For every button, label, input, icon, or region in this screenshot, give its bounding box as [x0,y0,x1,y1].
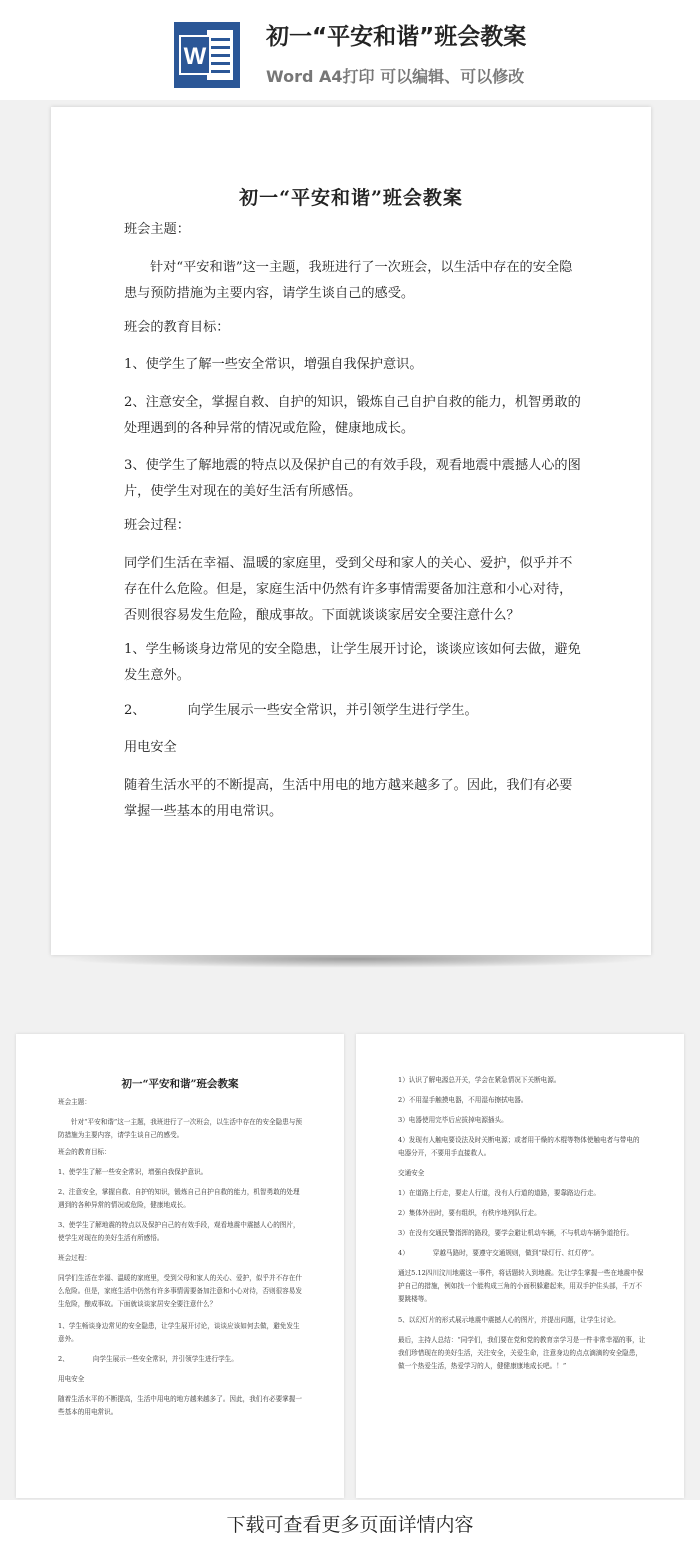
thumb-paragraph [58,1353,306,1366]
thumb-heading: 交通安全 [398,1169,425,1177]
download-more-link[interactable]: 下载可查看更多页面详情内容 [0,1500,700,1557]
thumb-paragraph: 3）在没有交通民警指挥的路段，要学会避让机动车辆，不与机动车辆争道抢行。 [398,1229,633,1237]
thumb-paragraph: 同学们生活在幸福、温暖的家庭里，受到父母和家人的关心、爱护，似乎并不存在什么危险。但是，家庭生活中仍然有许多事情需要备加注意和小心对待，否则很容易发生危险，酿成事故。下面就谈谈家居安全要注意什么？ [58,1274,302,1308]
thumb-paragraph: 2）不用湿手触摸电器，不用湿布擦拭电器。 [398,1096,528,1104]
document-page-preview [51,107,651,955]
thumb-paragraph: 3、使学生了解地震的特点以及保护自己的有效手段，观看地震中震撼人心的图片，使学生对现在的美好生活有所感悟。 [58,1221,300,1242]
paragraph: 针对“平安和谐”这一主题，我班进行了一次班会，以生活中存在的安全隐患与预防措施为主要内容，请学生谈自己的感受。 [124,260,573,301]
item-number: 2、 [58,1355,69,1363]
thumb-paragraph: 班会主题： [58,1098,91,1106]
page-thumbnail-1 [16,1034,344,1498]
document-title: 初一“平安和谐”班会教案 [239,187,463,209]
thumb-paragraph: 2）集体外出时，要有组织，有秩序地列队行走。 [398,1209,541,1217]
page-thumbnail-2 [356,1034,684,1498]
thumb-paragraph: 1、学生畅谈身边常见的安全隐患，让学生展开讨论，谈谈应该如何去做，避免发生意外。 [58,1322,300,1343]
paragraph: 班会过程： [124,518,190,533]
thumb-paragraph: 3）电器使用完毕后应拔掉电源插头。 [398,1116,508,1124]
thumb-paragraph: 通过5.12四川汶川地震这一事件，将话题转入到地震。先让学生掌握一些在地震中保护自己的措施，例如找一个能构成三角的小面积躲避起来，用双手护住头部，千万不要跳楼等。 [398,1269,644,1303]
paragraph [124,698,584,724]
header-title: 初一“平安和谐”班会教案 [266,24,527,50]
word-doc-icon [174,22,240,88]
header-banner [0,0,700,100]
item-number: 4） [398,1249,409,1257]
thumb-paragraph: 4）发现有人触电要设法及时关断电源；或者用干燥的木棍等物体使触电者与带电的电器分开，不要用手直接救人。 [398,1136,640,1157]
paragraph: 同学们生活在幸福、温暖的家庭里，受到父母和家人的关心、爱护，似乎并不存在什么危险。但是，家庭生活中仍然有许多事情需要备加注意和小心对待，否则很容易发生危险，酿成事故。下面就谈谈家居安全要注意什么？ [124,556,573,623]
word-icon-letter: W [183,43,207,70]
paragraph: 1、使学生了解一些安全常识，增强自我保护意识。 [124,357,423,372]
item-text: 向学生展示一些安全常识，并引领学生进行学生。 [187,703,478,718]
thumb-heading: 用电安全 [58,1375,85,1383]
thumb-paragraph: 班会的教育目标： [58,1148,111,1156]
item-number: 2、 [124,703,146,718]
thumb-paragraph: 1、使学生了解一些安全常识，增强自我保护意识。 [58,1168,208,1176]
thumb-paragraph: 针对“平安和谐”这一主题，我班进行了一次班会，以生活中存在的安全隐患与预防措施为主要内容，请学生谈自己的感受。 [58,1118,302,1139]
paragraph: 3、使学生了解地震的特点以及保护自己的有效手段，观看地震中震撼人心的图片，使学生对现在的美好生活有所感悟。 [124,458,581,499]
thumb-paragraph: 1）认识了解电源总开关，学会在紧急情况下关断电源。 [398,1076,561,1084]
thumb-paragraph: 5、以幻灯片的形式展示地震中震撼人心的图片，并提出问题，让学生讨论。 [398,1316,620,1324]
item-text: 向学生展示一些安全常识，并引领学生进行学生。 [92,1355,238,1363]
header-subtitle: Word A4打印 可以编辑、可以修改 [266,67,525,86]
thumb-title: 初一“平安和谐”班会教案 [121,1078,239,1090]
thumb-paragraph: 2、注意安全，掌握自救、自护的知识，锻炼自己自护自救的能力，机智勇敢的处理遇到的各种异常的情况或危险，健康地成长。 [58,1188,300,1209]
thumb-paragraph: 1）在道路上行走，要走人行道，没有人行道的道路，要靠路边行走。 [398,1189,601,1197]
thumb-paragraph: 最后，主持人总结：“同学们，我们要在党和党的教育亲学习是一件非常幸福的事，让我们珍惜现在的美好生活，关注安全，关爱生命，注意身边的点点滴滴的安全隐患，做一个热爱生活，热爱学习的人，健健康康地成长吧。！” [398,1336,646,1370]
paragraph: 2、注意安全，掌握自救、自护的知识，锻炼自己自护自救的能力，机智勇敢的处理遇到的各种异常的情况或危险，健康地成长。 [124,395,581,436]
section-heading: 用电安全 [124,740,177,755]
paragraph: 随着生活水平的不断提高，生活中用电的地方越来越多了。因此，我们有必要掌握一些基本的用电常识。 [124,778,573,819]
thumb-paragraph [398,1247,646,1260]
thumb-paragraph: 班会过程： [58,1254,91,1262]
paragraph: 班会主题： [124,222,190,237]
paragraph: 1、学生畅谈身边常见的安全隐患，让学生展开讨论，谈谈应该如何去做，避免发生意外。 [124,642,581,683]
thumb-paragraph: 随着生活水平的不断提高，生活中用电的地方越来越多了。因此，我们有必要掌握一些基本的用电常识。 [58,1395,302,1416]
item-text: 穿越马路时，要遵守交通规则，做到“绿灯行、红灯停”。 [432,1249,598,1257]
paragraph: 班会的教育目标： [124,320,230,335]
